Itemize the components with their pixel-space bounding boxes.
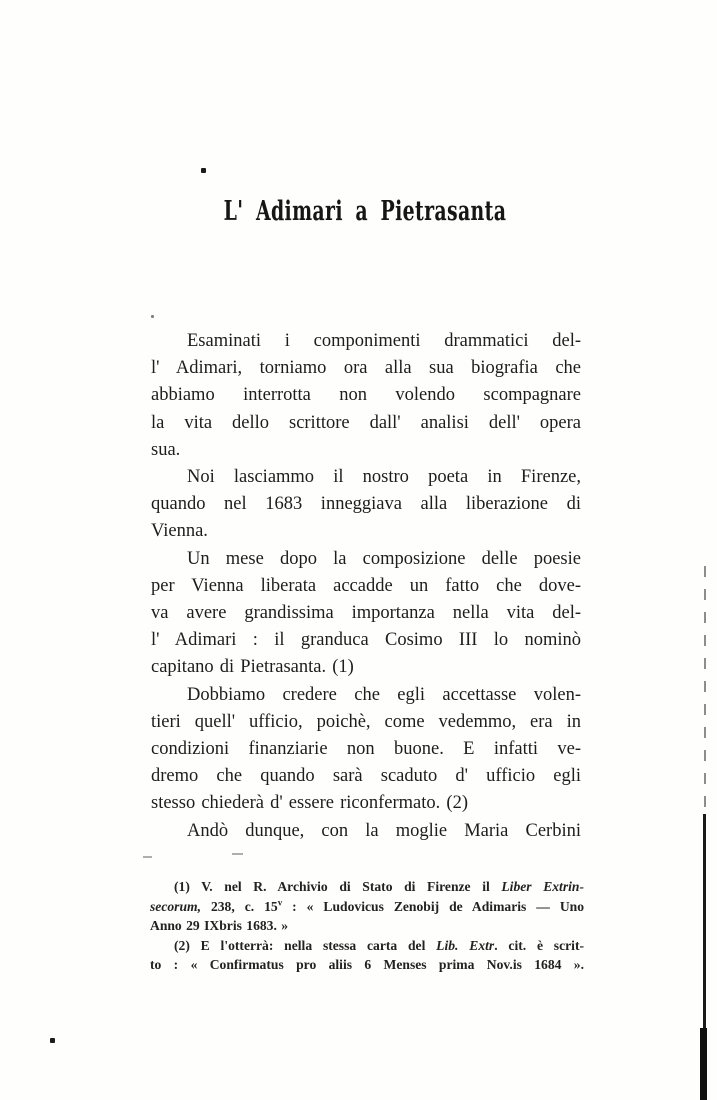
text-line: abbiamo interrotta non volendo scompagnare	[151, 385, 581, 406]
scan-dash-mark	[143, 856, 152, 858]
text-line: stesso chiederà d' essere riconfermato. (2)	[151, 793, 468, 814]
text-line: la vita dello scrittore dall' analisi dell' opera	[151, 412, 581, 433]
text-line: va avere grandissima importanza nella vita del-	[151, 603, 581, 624]
page-edge-shadow	[704, 566, 706, 818]
footnotes-block	[150, 877, 584, 975]
scan-speck	[151, 315, 154, 318]
text-line: capitano di Pietrasanta. (1)	[151, 657, 354, 678]
text-line: per Vienna liberata accadde un fatto che dove-	[151, 575, 581, 596]
footnote-line	[150, 955, 584, 975]
footnote-segment: Anno 29 IXbris 1683. »	[150, 918, 289, 933]
text-line: l' Adimari : il granduca Cosimo III lo nominò	[151, 630, 581, 651]
text-line: Noi lasciammo il nostro poeta in Firenze,	[187, 467, 581, 488]
text-line: Un mese dopo la composizione delle poesie	[187, 548, 581, 569]
body-text-block	[151, 328, 581, 845]
page-title: L' Adimari a Pietrasanta	[223, 196, 507, 227]
text-line: quando nel 1683 inneggiava alla liberazione di	[151, 494, 581, 515]
footnote-segment: (2) E l'otterrà: nella stessa carta del	[174, 937, 437, 953]
footnote-segment: secorum,	[150, 898, 201, 914]
footnote-line	[150, 936, 584, 956]
footnote-line	[150, 897, 584, 917]
text-line: Andò dunque, con la moglie Maria Cerbini	[187, 820, 581, 841]
scan-dash-mark	[232, 853, 243, 855]
text-line: Vienna.	[151, 521, 208, 542]
text-line: Dobbiamo credere che egli accettasse volen-	[187, 684, 581, 705]
text-line: dremo che quando sarà scaduto d' ufficio egli	[151, 766, 581, 787]
footnote-line	[150, 916, 584, 936]
page-edge-shadow	[700, 1028, 707, 1100]
footnote-segment: (1) V. nel R. Archivio di Stato di Firenze il	[174, 879, 502, 894]
footnote-segment: v	[277, 896, 283, 907]
footnote-segment: . cit. è scrit-	[494, 937, 584, 953]
text-line: l' Adimari, torniamo ora alla sua biografia che	[151, 358, 581, 379]
scan-speck	[201, 168, 206, 173]
footnote-line	[150, 877, 584, 897]
footnote-segment: : « Ludovicus Zenobij de Adimaris — Uno	[282, 898, 584, 914]
text-line: condizioni finanziarie non buone. E infatti ve-	[151, 739, 581, 760]
text-line: tieri quell' ufficio, poichè, come vedemmo, era in	[151, 711, 581, 732]
footnote-segment: Lib. Extr	[436, 937, 495, 953]
text-line: sua.	[151, 439, 181, 460]
footnote-segment: 238, c. 15	[200, 898, 278, 914]
footnote-segment: Liber Extrin-	[501, 879, 584, 894]
text-line: Esaminati i componimenti drammatici del-	[187, 331, 581, 351]
footnote-segment: to : « Confirmatus pro aliis 6 Menses prima Nov.is 1684 ».	[150, 957, 584, 972]
scan-speck	[50, 1038, 55, 1043]
